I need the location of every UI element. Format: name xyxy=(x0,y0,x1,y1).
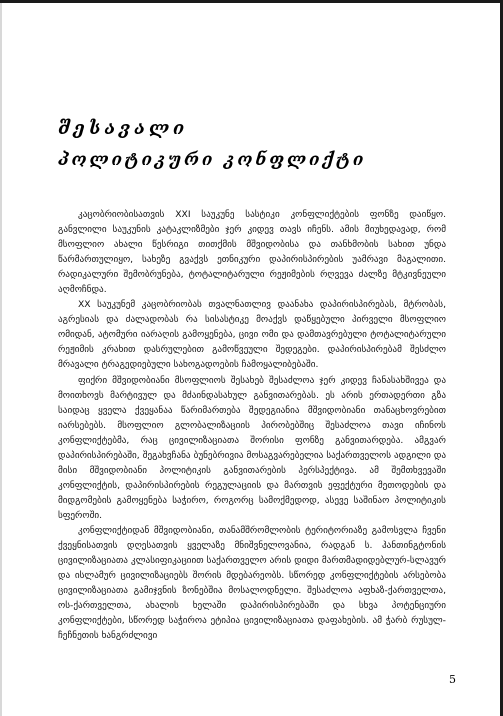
body-text xyxy=(58,207,446,662)
page-number: 5 xyxy=(449,673,456,686)
page-top-edge xyxy=(0,0,503,3)
chapter-subtitle: პოლიტიკური კონფლიქტი xyxy=(58,150,367,170)
page-left-shadow xyxy=(0,0,2,716)
paragraph-1: კაცობრიობისათვის XXI საუკუნე სასტიკი კონფლიქტების ფონზე დაიწყო. განვლილი საუკუნის კატაკლიზმები ჯერ კიდევ თავს იჩენს. ამის მიუხედავად, რომ მსოფლიო ახალი წესრიგი თითქმის მშვიდობისა და თანხმობის სახით უნდა წარმართულიყო, სახეზე გვაქვს ეთნიკური დაპირისპირების უამრავი მაგალითი. რადიკალური შემობრუნება, ტოტალიტარული რეჟიმების რღვევა ძალზე მტკივნეული აღმოჩნდა. xyxy=(58,209,446,296)
paragraph-4: კონფლიქტიდან მშვიდობიანი, თანამშრომლობის ტერიტორიაზე გამოსვლა ჩვენი ქვეყნისათვის დღესათვის ყველაზე მნიშვნელოვანია, რადგან ს. ჰანთინგტონის ცივილიზაციათა კლასიფიკაციით საქართველო არის დიდი მართმადიდებლურ-სლავურ და ისლამურ ცივილიზაციებს შორის მდებარეობს. სწორედ კონფლიქტების არსებობა ცივილიზაციათა გამიჯვნის ზონებშია მოსალოდნელი. შესაძლოა აფხაზ-ქართველთა, ოს-ქართველთა, ახალის ხელაში დაპირისპირებაში და სხვა პოტენციური კონფლიქტები, სწორედ საჭიროა ეტიპია ცივილიზაციათა დაფახების. ამ ჭარბ რუსულ-ჩეჩნეთის ხანგრძლივი xyxy=(58,524,446,642)
paragraph-3: ფიქრი მშვიდობიანი მსოფლიოს შესახებ შესაძლოა ჯერ კიდევ ჩანასახშივეა და მოითხოვს მარტივულ და მძაინდასახულ განვითარებას. ეს არის ერთადერთი გზა საიდაც ყველა ქვეყანაა წარიმართება შედეგიანია მშვიდობიანი თანაცხოვრებით იარსებებს. მსოფლიო გლობალიზაციის პირობებშიც შესაძლოა თავი იჩინოს კონფლიქტებმა, რაც ცივილიზაციათა შორისი ფონზე განვითარდება. ამგვარ დაპირისპირებაში, შეგახვჩანა ბუნებრივია მოსაგვარებელია საქართველოს ადგილი და მისი მშვიდობიანი პოლიტიკის განვითარების პერსპექტივა. ამ შემთხვევაში კონფლიქტის, დაპირისპირების რეგულაციის და მართვის ეფექტური მეთოდების და მიდგომების გამოყენება საჭირო, როგორც სამოქმედოდ, ასევე საშინაო პოლიტიკის სფეროში. xyxy=(58,374,446,521)
paragraph-2: XX საუკუნემ კაცობრიობას თვალნათლივ დაანახა დაპირისპირებას, მტრობას, აგრესიას და ძალადობას რა სისასტიკე მოაქვს დაწყებული პირველი მსოფლიო ომიდან, ატომური იარაღის გამოყენება, ცივი ომი და დამთავრებული ტოტალიტარული რეჟიმის კრახით დასრულებით გამოწვეული შედეგები. დაპირისპირებამ შესძლო მრავალი ტრაგედიებული სახოგადოების ჩამოყალიბებაში. xyxy=(58,299,446,371)
chapter-title: შესავალი xyxy=(58,118,189,139)
